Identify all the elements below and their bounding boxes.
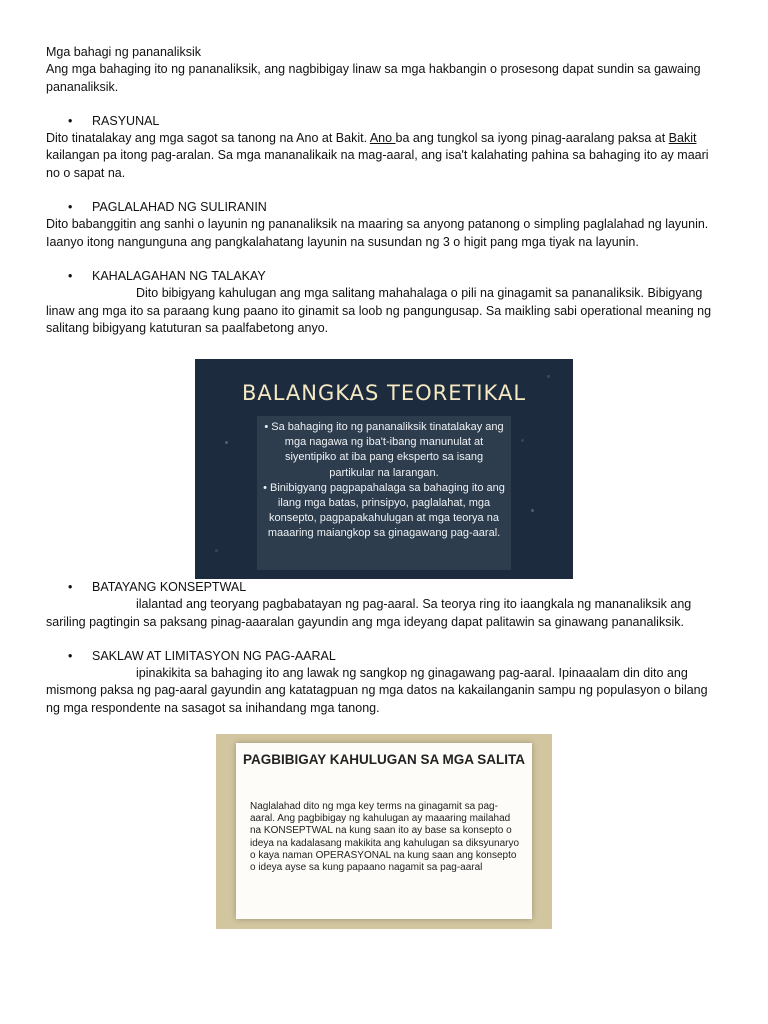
document-body [46,44,722,337]
section-heading-rasyunal: • RASYUNAL [46,113,722,130]
section-heading-batayang: • BATAYANG KONSEPTWAL [46,579,722,596]
figure2-title: PAGBIBIGAY KAHULUGAN SA MGA SALITA [242,752,525,767]
section-body-rasyunal: Dito tinatalakay ang mga sagot sa tanong na Ano at Bakit. Ano ba ang tungkol sa iyong pinag-aaralang paksa at Bakit kailangan pa itong pag-aralan. Sa mga mananalikaik na mag-aaral, ang isa't kalahating pahina sa bahaging ito ay maari no o sapat na. [46,131,709,180]
bullet-icon: • [68,648,73,663]
bullet-icon: • [68,200,73,215]
figure1-bullet-1: • Sa bahaging ito ng pananaliksik tinatalakay ang mga nagawa ng iba't-ibang manunulat at siyentipiko at iba pang eksperto sa isang partikular na larangan. [264,421,504,479]
document-body-continued [46,579,722,717]
section-heading-saklaw: • SAKLAW AT LIMITASYON NG PAG-AARAL [46,648,722,665]
figure1-panel [257,416,511,570]
figure2-card [236,743,532,919]
figure1-bullet-2: • Binibigyang pagpapahalaga sa bahaging ito ang ilang mga batas, prinsipyo, paglalahat, mga konsepto, pagpapakahulugan at mga teorya na maaaring maiangkop sa ginagawang pag-aaral. [263,481,505,540]
section-body-saklaw: ipinakikita sa bahaging ito ang lawak ng sangkop ng ginagawang pag-aaral. Ipinaaalam din dito ang mismong paksa ng pag-aaral gayundin ang katatagpuan ng mga datos na kakailanganin sampu ng populasyon o bilang ng mga respondente na sasagot sa inihandang mga tanong. [46,666,708,715]
section-body-batayang: ilalantad ang teoryang pagbabatayan ng pag-aaral. Sa teorya ring ito iaangkala ng mananaliksik ang sariling pagtingin sa paksang pinag-aaaralan gayundin ang mga ideyang dapat palitawin sa ginawang pananaliksik. [46,597,692,629]
underlined-bakit: Bakit [668,131,697,146]
section-heading-suliranin: • PAGLALAHAD NG SULIRANIN [46,199,722,216]
figure2-body: Naglalahad dito ng mga key terms na ginagamit sa pag-aaral. Ang pagbibigay ng kahulugan ay maaaring mailahad na KONSEPTWAL na kung saan ito ay base sa konsepto o ideya na kadalasang makikita ang kahulugan sa diksyunaryo o kaya naman OPERASYONAL na kung saan ang konsepto o ideya ayse sa kung papaano nagamit sa pag-aaral [250,801,520,874]
document-title: Mga bahagi ng pananaliksik [46,45,201,59]
balangkas-teoretikal-image [195,359,573,579]
section-body-suliranin: Dito babanggitin ang sanhi o layunin ng pananaliksik na maaring sa anyong patanong o simpling paglalahad ng layunin. Iaanyo itong nangunguna ang pangkalahatang layunin na susundan ng 3 o higit pang mga tiyak na layunin. [46,217,709,249]
underlined-ano: Ano [369,131,396,146]
bullet-icon: • [68,268,73,283]
document-intro: Ang mga bahaging ito ng pananaliksik, ang nagbibigay linaw sa mga hakbangin o prosesong dapat sundin sa gawaing pananaliksik. [46,62,701,94]
pagbibigay-kahulugan-image [216,734,552,929]
section-body-kahalagahan: Dito bibigyang kahulugan ang mga salitang mahahalaga o pili na ginagamit sa pananaliksik. Bibigyang linaw ang mga ito sa paraang kung paano ito ginamit sa loob ng pangungusap. Sa maikling sabi operational meaning ng salitang bibigyang katuturan sa paalfabetong anyo. [46,286,712,335]
bullet-icon: • [68,113,73,128]
figure1-title: BALANGKAS TEORETIKAL [241,381,527,405]
section-heading-kahalagahan: • KAHALAGAHAN NG TALAKAY [46,268,722,285]
bullet-icon: • [68,580,73,594]
